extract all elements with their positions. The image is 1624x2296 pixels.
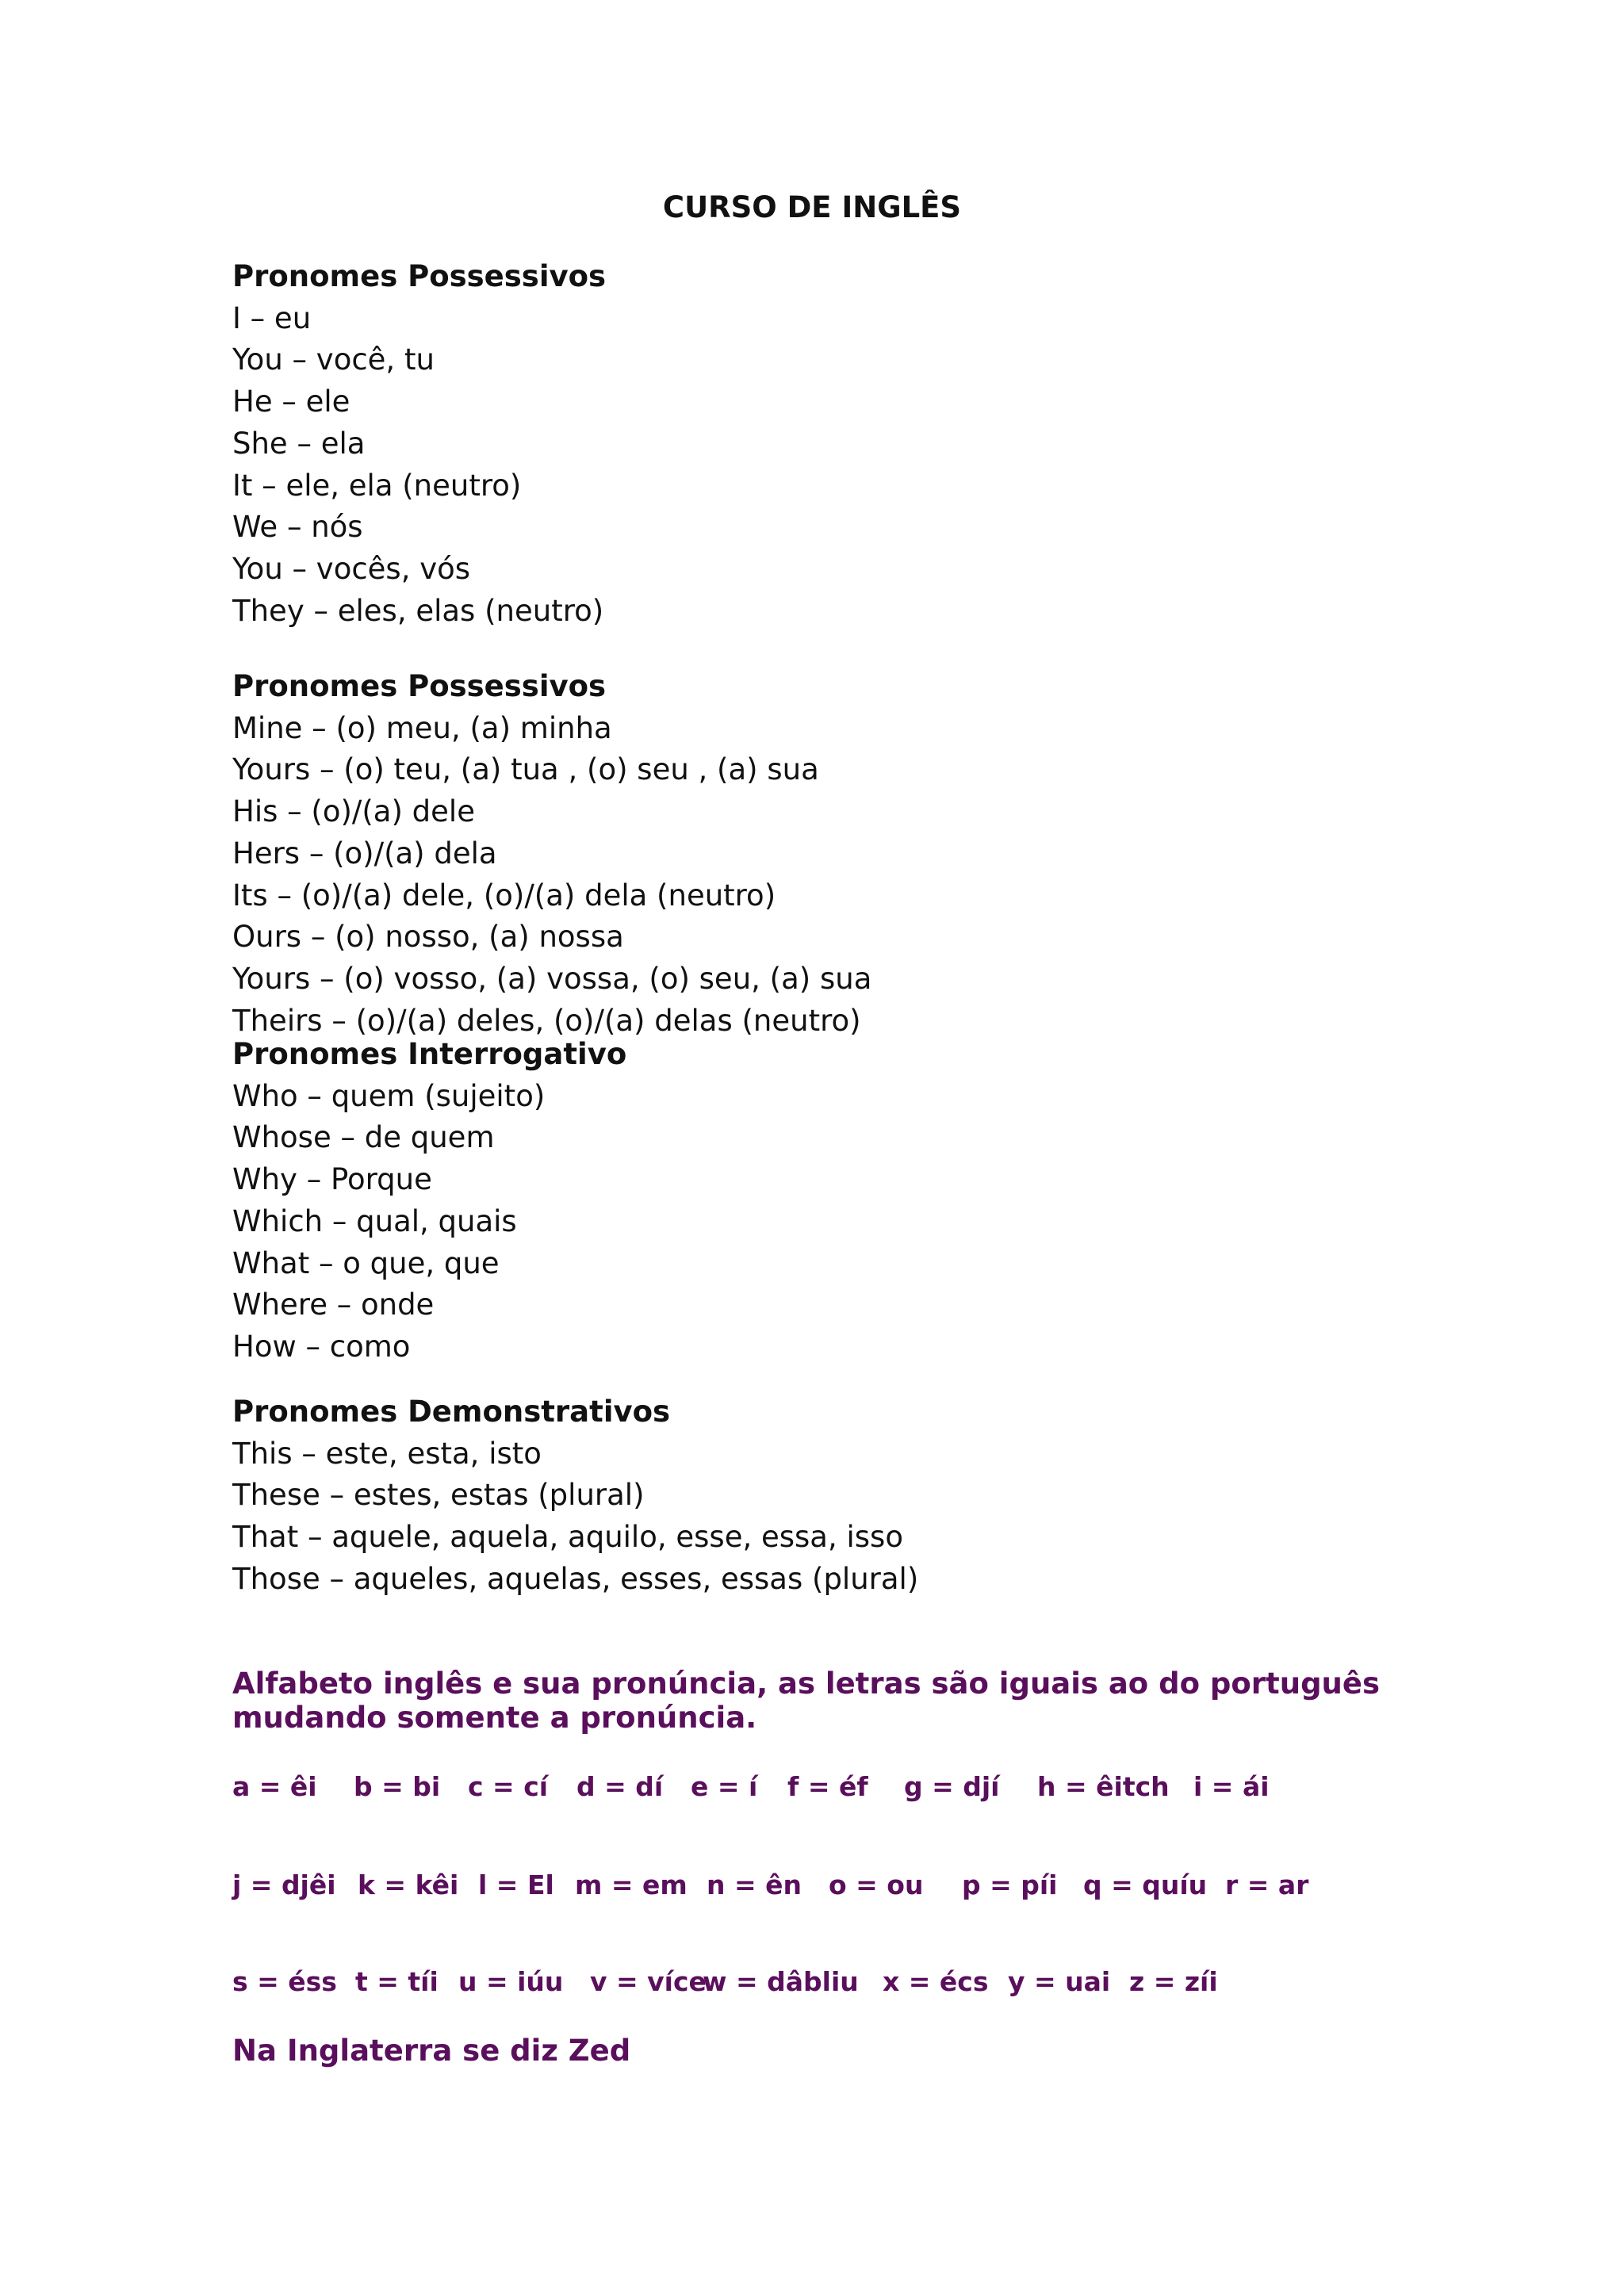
alphabet-letter: a = êi: [232, 1771, 317, 1802]
list-item: Its – (o)/(a) dele, (o)/(a) dela (neutro): [232, 878, 776, 913]
alphabet-heading-line: Alfabeto inglês e sua pronúncia, as letras são iguais ao do português: [232, 1667, 1381, 1701]
section-heading: Pronomes Interrogativo: [232, 1037, 627, 1071]
list-item: His – (o)/(a) dele: [232, 794, 475, 829]
list-item: He – ele: [232, 385, 350, 419]
alphabet-letter: j = djêi: [232, 1869, 336, 1900]
alphabet-letter: i = ái: [1193, 1771, 1270, 1802]
alphabet-heading: [232, 1667, 1380, 1735]
list-item: Yours – (o) vosso, (a) vossa, (o) seu, (a) sua: [232, 961, 872, 996]
list-item: How – como: [232, 1329, 411, 1364]
alphabet-letter: p = píi: [962, 1869, 1058, 1900]
list-item: You – vocês, vós: [232, 551, 471, 586]
list-item: These – estes, estas (plural): [232, 1478, 645, 1513]
alphabet-letter: d = dí: [576, 1771, 664, 1802]
list-item: This – este, esta, isto: [232, 1436, 542, 1471]
alphabet-letter: r = ar: [1225, 1869, 1309, 1900]
list-item: It – ele, ela (neutro): [232, 468, 522, 503]
alphabet-letter: g = djí: [904, 1771, 1000, 1802]
list-item: Where – onde: [232, 1288, 435, 1322]
list-item: You – você, tu: [232, 342, 435, 377]
alphabet-heading-line: mudando somente a pronúncia.: [232, 1701, 757, 1735]
alphabet-letter: z = zíi: [1129, 1966, 1218, 1997]
alphabet-letter: t = tíi: [355, 1966, 439, 1997]
list-item: Mine – (o) meu, (a) minha: [232, 710, 612, 745]
section-possessive-pronouns: [232, 666, 871, 1042]
alphabet-letter: l = El: [478, 1869, 554, 1900]
list-item: That – aquele, aquela, aquilo, esse, essa, isso: [232, 1520, 903, 1555]
section-demonstrative-pronouns: [232, 1391, 918, 1601]
alphabet-letter: m = em: [575, 1869, 688, 1900]
list-item: Why – Porque: [232, 1162, 432, 1197]
page-title: [0, 190, 1624, 224]
section-heading: Pronomes Possessivos: [232, 669, 607, 703]
list-item: Hers – (o)/(a) dela: [232, 836, 497, 871]
alphabet-letter: c = cí: [468, 1771, 549, 1802]
alphabet-letter: u = iúu: [458, 1966, 564, 1997]
list-item: We – nós: [232, 510, 363, 545]
alphabet-letter: n = ên: [707, 1869, 802, 1900]
list-item: Yours – (o) teu, (a) tua , (o) seu , (a) sua: [232, 752, 819, 787]
alphabet-letter: o = ou: [829, 1869, 924, 1900]
list-item: I – eu: [232, 300, 312, 335]
alphabet-letter: h = êitch: [1037, 1771, 1170, 1802]
alphabet-letter: e = í: [691, 1771, 758, 1802]
page-title-text: CURSO DE INGLÊS: [662, 190, 962, 224]
alphabet-letter: f = éf: [787, 1771, 868, 1802]
list-item: Whose – de quem: [232, 1120, 495, 1155]
alphabet-letter: x = écs: [883, 1966, 989, 1997]
zed-note: Na Inglaterra se diz Zed: [232, 2034, 631, 2068]
alphabet-letter: v = více: [590, 1966, 707, 1997]
alphabet-letter: w = dâbliu: [703, 1966, 859, 1997]
section-heading: Pronomes Demonstrativos: [232, 1395, 671, 1429]
list-item: What – o que, que: [232, 1246, 500, 1280]
list-item: They – eles, elas (neutro): [232, 593, 604, 628]
alphabet-letter: b = bi: [354, 1771, 441, 1802]
list-item: Which – qual, quais: [232, 1203, 517, 1238]
list-item: Those – aqueles, aquelas, esses, essas (plural): [232, 1561, 919, 1596]
list-item: Theirs – (o)/(a) deles, (o)/(a) delas (neutro): [232, 1003, 861, 1038]
alphabet-letter: q = quíu: [1083, 1869, 1208, 1900]
alphabet-letter: s = éss: [232, 1966, 337, 1997]
list-item: Who – quem (sujeito): [232, 1078, 546, 1113]
section-heading: Pronomes Possessivos: [232, 259, 607, 293]
alphabet-letter: y = uai: [1008, 1966, 1111, 1997]
list-item: She – ela: [232, 426, 366, 461]
alphabet-letter: k = kêi: [358, 1869, 459, 1900]
section-interrogative-pronouns: [232, 1034, 626, 1368]
section-personal-pronouns: [232, 256, 606, 632]
list-item: Ours – (o) nosso, (a) nossa: [232, 920, 624, 955]
